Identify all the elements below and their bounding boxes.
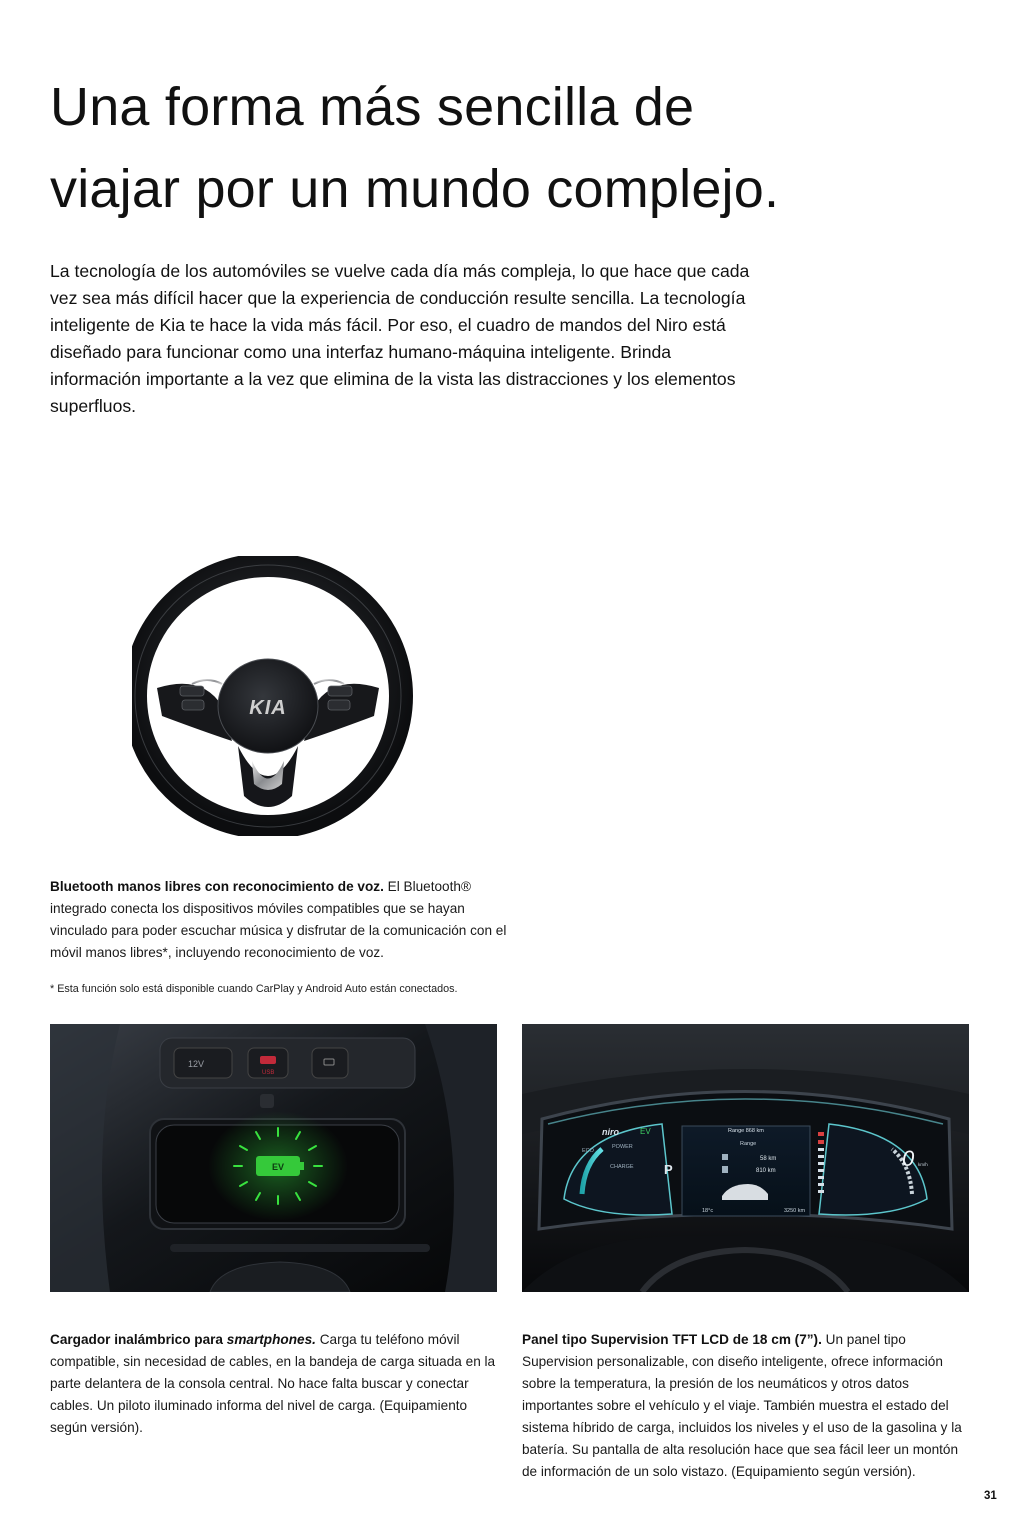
instrument-cluster-photo [522,1024,969,1292]
speed-value: 0 [902,1146,915,1171]
charger-caption-title: Cargador inalámbrico para [50,1332,227,1347]
ev-plug-icon [722,1154,728,1160]
page-title [50,66,950,230]
intro-paragraph: La tecnología de los automóviles se vuelve cada día más compleja, lo que hace que cada vez sea más difícil hacer que la experiencia de conducción resulte sencilla. La tecnología inteligente de Kia te hace la vida más fácil. Por eso, el cuadro de mandos del Niro está diseñado para funcionar como una interfaz humano-máquina inteligente. Brinda información importante a la vez que elimina de la vista las distracciones y los elementos superfluos. [50,261,750,416]
page-title-line-1: Una forma más sencilla de [50,77,695,137]
speed-unit: km/h [918,1162,928,1167]
cluster-brand: niro [602,1127,619,1137]
cluster-mode: EV [640,1127,651,1136]
label-12v: 12V [188,1059,205,1069]
label-usb: USB [262,1070,275,1076]
range-title: Range [740,1141,757,1147]
range-top: Range 868 km [728,1128,764,1134]
charger-caption [50,1329,500,1439]
panel-caption-title: Panel tipo Supervision TFT LCD de 18 cm (7”). [522,1332,822,1347]
kia-logo: KIA [249,697,287,719]
range-ev: 58 km [760,1156,777,1162]
phone-battery-label: EV [271,1162,285,1172]
wireless-charger-photo [50,1024,497,1292]
bluetooth-caption-title: Bluetooth manos libres con reconocimiento de voz. [50,879,384,894]
page-number: 31 [984,1490,997,1502]
bluetooth-caption-body: El Bluetooth® integrado conecta los dispositivos móviles compatibles que se hayan vinculado para poder escuchar música y disfrutar de la comunicación con el móvil manos libres*, incluyendo reconocimiento de voz. [50,879,507,960]
range-fuel: 810 km [756,1168,776,1174]
charger-caption-title-italic: smartphones. [226,1332,316,1347]
gauge-label-power: POWER [612,1144,633,1150]
cluster-odo: 3250 km [784,1208,806,1214]
panel-caption-body: Un panel tipo Supervision personalizable, con diseño inteligente, ofrece información sobre la temperatura, la presión de los neumáticos y otros datos importantes sobre el vehículo y el viaje. También muestra el estado del sistema híbrido de carga, incluidos los niveles y el uso de la gasolina y la batería. Su pantalla de alta resolución hace que sea fácil leer un montón de información de un solo vistazo. (Equipamiento según versión). [522,1332,962,1479]
footnote: * Esta función solo está disponible cuando CarPlay y Android Auto están conectados. [50,983,458,995]
gauge-label-eco: ECO [582,1148,594,1154]
panel-caption [522,1329,970,1483]
gauge-label-charge: CHARGE [610,1164,634,1170]
charger-caption-body: Carga tu teléfono móvil compatible, sin necesidad de cables, en la bandeja de carga situada en la parte delantera de la consola central. No hace falta buscar y conectar cables. Un piloto iluminado informa del nivel de carga. (Equipamiento según versión). [50,1332,496,1435]
steering-wheel-image [132,556,418,836]
fuel-pump-icon [722,1166,728,1173]
page-title-line-2: viajar por un mundo complejo. [50,159,780,219]
gear-indicator: P [664,1162,673,1177]
bluetooth-caption [50,876,520,964]
cluster-temp: 18°c [702,1208,714,1214]
